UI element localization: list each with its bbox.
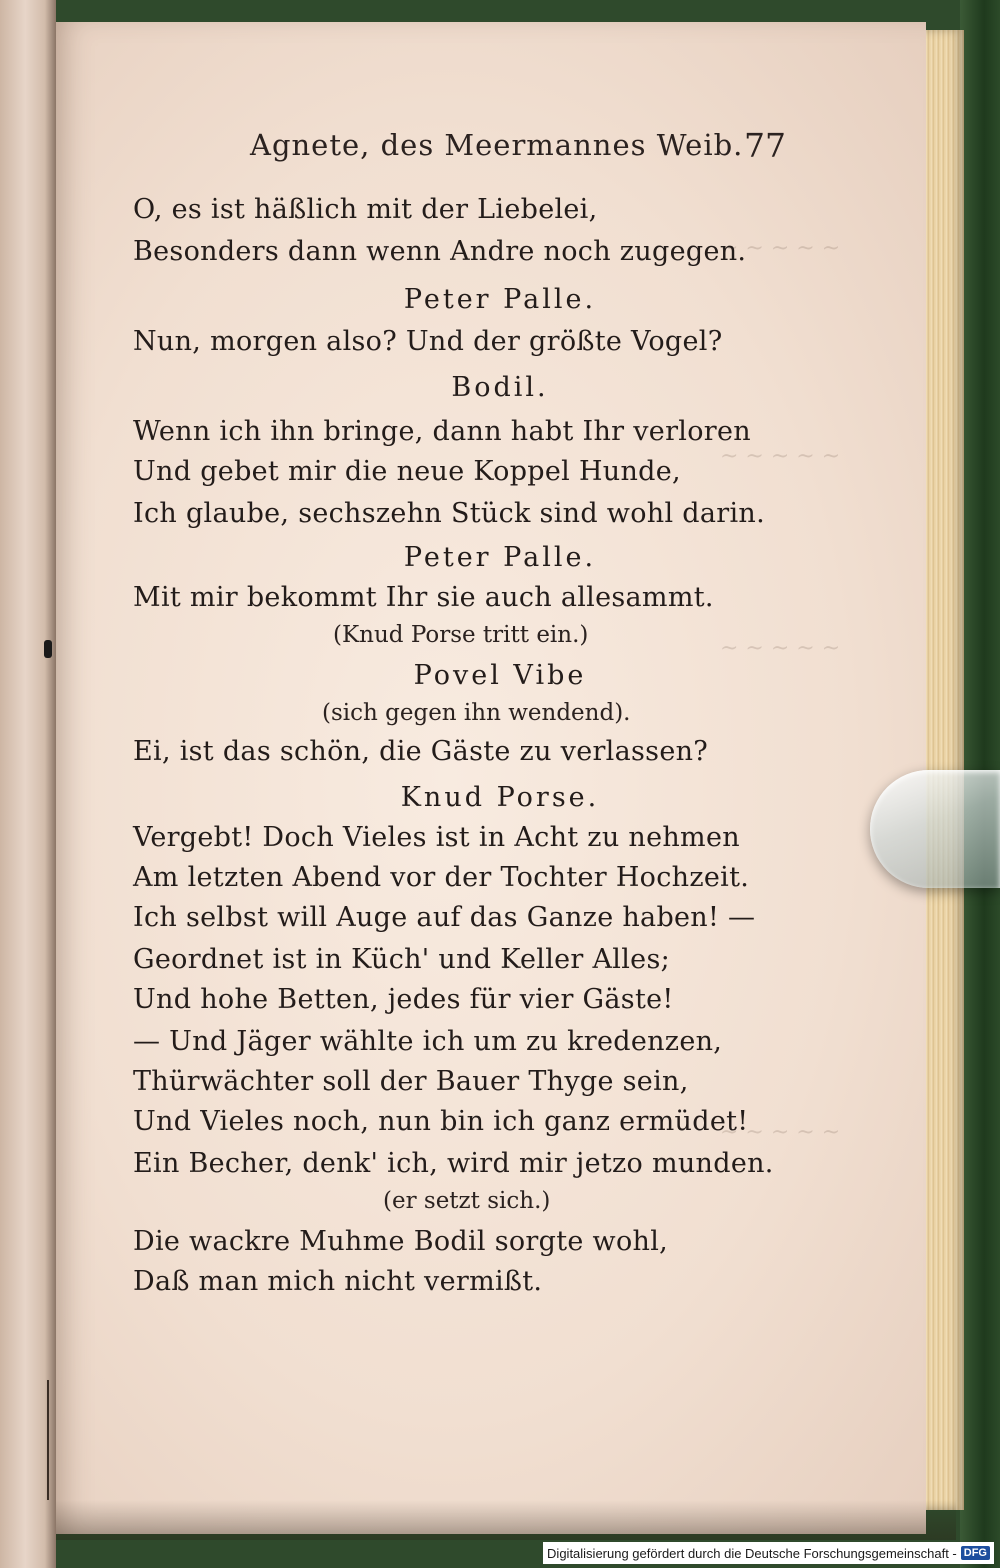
speaker-name: Knud Porse.	[400, 782, 600, 813]
verse-line: O, es ist häßlich mit der Liebelei,	[133, 194, 598, 225]
verse-line: Am letzten Abend vor der Tochter Hochzeit.	[133, 862, 750, 893]
credit-text: Digitalisierung gefördert durch die Deutsche Forschungsgemeinschaft -	[547, 1545, 957, 1561]
verse-line: Vergebt! Doch Vieles ist in Acht zu nehmen	[133, 822, 740, 853]
speaker-name: Povel Vibe	[413, 660, 587, 691]
glass-page-weight	[870, 770, 1000, 888]
verse-line: Ein Becher, denk' ich, wird mir jetzo munden.	[133, 1148, 774, 1179]
verse-line: Ich selbst will Auge auf das Ganze haben! —	[133, 902, 756, 933]
show-through-text: ~ ~ ~ ~ ~	[720, 236, 841, 261]
verse-line: Die wackre Muhme Bodil sorgte wohl,	[133, 1226, 669, 1257]
binding-mark	[44, 640, 52, 658]
verse-line: Ei, ist das schön, die Gäste zu verlassen?	[133, 736, 709, 767]
verse-line: — Und Jäger wählte ich um zu kredenzen,	[133, 1026, 723, 1057]
stage-direction: (sich gegen ihn wendend).	[322, 700, 631, 726]
speaker-name: Peter Palle.	[403, 284, 597, 315]
stage-direction: (er setzt sich.)	[383, 1188, 551, 1214]
verse-line: Besonders dann wenn Andre noch zugegen.	[133, 236, 747, 267]
verse-line: Thürwächter soll der Bauer Thyge sein,	[133, 1066, 689, 1097]
verse-line: Und Vieles noch, nun bin ich ganz ermüdet!	[133, 1106, 749, 1137]
dfg-logo: DFG	[961, 1546, 990, 1560]
verse-line: Wenn ich ihn bringe, dann habt Ihr verloren	[133, 416, 751, 447]
verse-line: Und gebet mir die neue Koppel Hunde,	[133, 456, 681, 487]
speaker-name: Peter Palle.	[403, 542, 597, 573]
verse-line: Daß man mich nicht vermißt.	[133, 1266, 543, 1297]
verse-line: Geordnet ist in Küch' und Keller Alles;	[133, 944, 671, 975]
verse-line: Nun, morgen also? Und der größte Vogel?	[133, 326, 723, 357]
page-number: 77	[744, 126, 786, 165]
binding-crease	[47, 1380, 49, 1500]
show-through-text: ~ ~ ~ ~ ~	[720, 1120, 841, 1145]
verse-line: Ich glaube, sechszehn Stück sind wohl darin.	[133, 498, 765, 529]
speaker-name: Bodil.	[451, 372, 549, 403]
stage-direction: (Knud Porse tritt ein.)	[333, 622, 589, 648]
show-through-text: ~ ~ ~ ~ ~	[720, 444, 841, 469]
show-through-text: ~ ~ ~ ~ ~	[720, 636, 841, 661]
verse-line: Und hohe Betten, jedes für vier Gäste!	[133, 984, 674, 1015]
running-title: Agnete, des Meermannes Weib.	[250, 128, 744, 162]
digitization-credit	[543, 1542, 994, 1564]
page-shadow	[56, 1500, 956, 1540]
verse-line: Mit mir bekommt Ihr sie auch allesammt.	[133, 582, 714, 613]
